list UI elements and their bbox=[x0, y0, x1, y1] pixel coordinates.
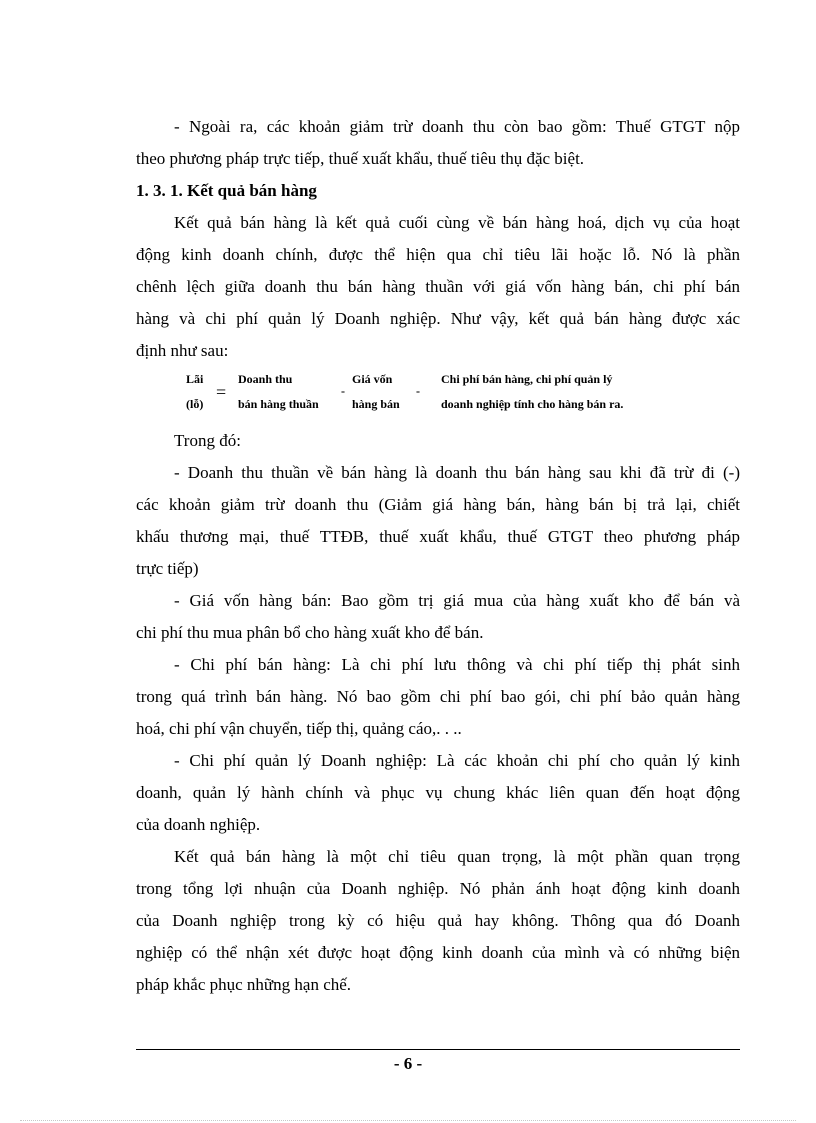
paragraph-line: trong tổng lợi nhuận của Doanh nghiệp. Nó phản ánh hoạt động kinh doanh bbox=[136, 879, 740, 898]
paragraph-line: hàng và chi phí quản lý Doanh nghiệp. Như vậy, kết quả bán hàng được xác bbox=[136, 309, 740, 328]
paragraph-line: doanh, quản lý hành chính và phục vụ chung khác liên quan đến hoạt động bbox=[136, 783, 740, 802]
paragraph-line: nghiệp có thể nhận xét được hoạt động kinh doanh của mình và có những biện bbox=[136, 943, 740, 962]
paragraph-line: động kinh doanh chính, được thể hiện qua chỉ tiêu lãi hoặc lỗ. Nó là phần bbox=[136, 245, 740, 264]
paragraph-line: pháp khắc phục những hạn chế. bbox=[136, 975, 352, 994]
paragraph-line: - Giá vốn hàng bán: Bao gồm trị giá mua của hàng xuất kho để bán và bbox=[174, 591, 740, 610]
footer-divider bbox=[136, 1049, 740, 1050]
formula-equals: = bbox=[216, 382, 227, 402]
paragraph-line: Kết quả bán hàng là một chỉ tiêu quan trọng, là một phần quan trọng bbox=[174, 847, 740, 866]
paragraph-line: trong quá trình bán hàng. Nó bao gồm chi phí bao gói, chi phí bảo quản hàng bbox=[136, 687, 740, 706]
paragraph-line: khấu thương mại, thuế TTĐB, thuế xuất khẩu, thuế GTGT theo phương pháp bbox=[136, 527, 740, 546]
section-heading: 1. 3. 1. Kết quả bán hàng bbox=[136, 181, 317, 200]
formula-minus: - bbox=[341, 384, 345, 398]
body-text-bottom bbox=[136, 425, 740, 1001]
formula-lhs-bottom: (lỗ) bbox=[186, 397, 204, 411]
formula-term3-top: Chi phí bán hàng, chi phí quản lý bbox=[441, 372, 613, 386]
formula-term3-bottom: doanh nghiệp tính cho hàng bán ra. bbox=[441, 397, 624, 411]
paragraph-line: - Doanh thu thuần về bán hàng là doanh thu bán hàng sau khi đã trừ đi (-) bbox=[174, 463, 740, 482]
paragraph-line: định như sau: bbox=[136, 341, 229, 360]
paragraph-line: hoá, chi phí vận chuyển, tiếp thị, quảng cáo,. . .. bbox=[136, 719, 462, 738]
page-number: - 6 - bbox=[393, 1054, 423, 1073]
paragraph-line: chi phí thu mua phân bổ cho hàng xuất kho để bán. bbox=[136, 623, 484, 642]
paragraph-line: theo phương pháp trực tiếp, thuế xuất khẩu, thuế tiêu thụ đặc biệt. bbox=[136, 149, 585, 168]
formula-term2-bottom: hàng bán bbox=[352, 397, 400, 411]
page-bottom-border bbox=[20, 1120, 796, 1121]
formula-term1-top: Doanh thu bbox=[238, 372, 293, 386]
paragraph-line: Trong đó: bbox=[174, 431, 241, 450]
paragraph-line: của doanh nghiệp. bbox=[136, 815, 261, 834]
paragraph-line: của Doanh nghiệp trong kỳ có hiệu quả hay không. Thông qua đó Doanh bbox=[136, 911, 740, 930]
paragraph-line: trực tiếp) bbox=[136, 559, 199, 578]
formula-minus: - bbox=[416, 384, 420, 398]
paragraph-line: - Ngoài ra, các khoản giảm trừ doanh thu còn bao gồm: Thuế GTGT nộp bbox=[174, 117, 740, 136]
paragraph-line: chênh lệch giữa doanh thu bán hàng thuần với giá vốn hàng bán, chi phí bán bbox=[136, 277, 740, 296]
formula-term1-bottom: bán hàng thuần bbox=[238, 397, 319, 411]
paragraph-line: - Chi phí quản lý Doanh nghiệp: Là các khoản chi phí cho quản lý kinh bbox=[174, 751, 740, 770]
paragraph-line: các khoản giảm trừ doanh thu (Giảm giá hàng bán, hàng bán bị trả lại, chiết bbox=[136, 495, 740, 514]
formula-term2-top: Giá vốn bbox=[352, 372, 393, 386]
body-text-top bbox=[136, 111, 740, 367]
paragraph-line: Kết quả bán hàng là kết quả cuối cùng về bán hàng hoá, dịch vụ của hoạt bbox=[174, 213, 740, 232]
formula-lhs-top: Lãi bbox=[186, 372, 204, 386]
paragraph-line: - Chi phí bán hàng: Là chi phí lưu thông và chi phí tiếp thị phát sinh bbox=[174, 655, 740, 674]
